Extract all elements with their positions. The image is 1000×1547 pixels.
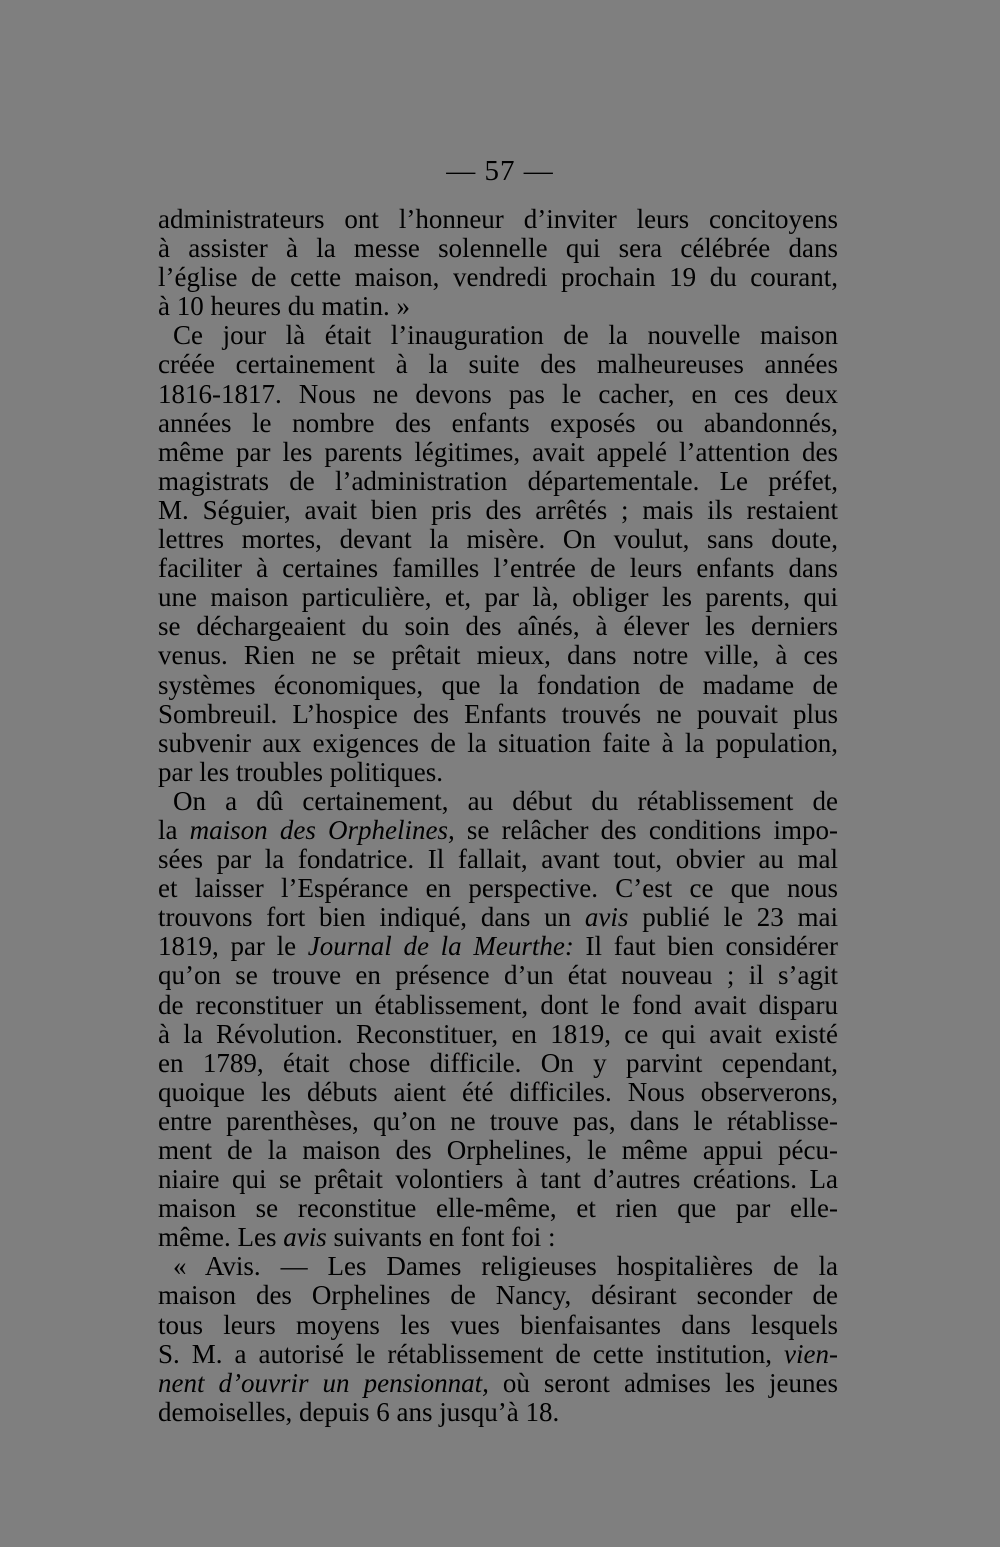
text-line: demoiselles, depuis 6 ans jusqu’à 18. — [158, 1396, 560, 1427]
paragraph-first-line: Ce jour là était l’inauguration de la nouvelle maison — [173, 320, 838, 351]
text-line: maison se reconstitue elle-même, et rien que par elle- — [158, 1193, 838, 1224]
text-line — [158, 932, 838, 961]
text-line: par les troubles politiques. — [158, 756, 443, 787]
text-line — [158, 1340, 838, 1369]
text-line: tous leurs moyens les vues bienfaisantes dans lesquels — [158, 1309, 838, 1340]
text-line: en 1789, était chose difficile. On y parvint cependant, — [158, 1047, 838, 1078]
text-line: maison des Orphelines de Nancy, désirant seconder de — [158, 1280, 838, 1311]
text-line: et laisser l’Espérance en perspective. C’est ce que nous — [158, 873, 838, 904]
text-line: se déchargeaient du soin des aînés, à élever les derniers — [158, 611, 838, 642]
text-line: ment de la maison des Orphelines, le même appui pécu- — [158, 1135, 838, 1165]
text-line: même par les parents légitimes, avait appelé l’attention des — [158, 436, 838, 467]
text-line: M. Séguier, avait bien pris des arrêtés ; mais ils restaient — [158, 494, 838, 525]
text-line: Sombreuil. L’hospice des Enfants trouvés ne pouvait plus — [158, 698, 838, 729]
text-segment: la — [158, 814, 190, 845]
text-line: lettres mortes, devant la misère. On voulut, sans doute, — [158, 524, 838, 555]
text-line: l’église de cette maison, vendredi prochain 19 du courant, — [158, 262, 838, 293]
body-text — [158, 205, 838, 1427]
text-line — [158, 816, 838, 845]
text-line: quoique les débuts aient été difficiles. Nous observerons, — [158, 1076, 838, 1107]
text-line: entre parenthèses, qu’on ne trouve pas, dans le rétablisse- — [158, 1105, 838, 1136]
text-segment: où seront admises les jeunes — [488, 1367, 838, 1398]
italic-text: Journal de la Meurthe: — [307, 931, 574, 962]
text-line: magistrats de l’administration départementale. Le préfet, — [158, 465, 838, 496]
text-line: niaire qui se prêtait volontiers à tant d’autres créations. La — [158, 1164, 838, 1195]
text-segment: Il faut bien considérer — [573, 931, 839, 962]
italic-text: avis — [584, 902, 629, 933]
text-line: de reconstituer un établissement, dont le fond avait disparu — [158, 989, 838, 1020]
text-line: administrateurs ont l’honneur d’inviter leurs concitoyens — [158, 204, 838, 234]
italic-text: vien- — [784, 1338, 838, 1369]
text-line: à 10 heures du matin. » — [158, 291, 410, 322]
text-segment: se relâcher des conditions impo- — [454, 814, 838, 845]
text-line: une maison particulière, et, par là, obliger les parents, qui — [158, 582, 838, 613]
text-line — [158, 1223, 838, 1252]
paragraph-first-line: « Avis. — Les Dames religieuses hospitalières de la — [173, 1251, 838, 1282]
text-segment: S. M. a autorisé le rétablissement de cette institution, — [158, 1338, 785, 1369]
text-line: à assister à la messe solennelle qui sera célébrée dans — [158, 233, 838, 264]
text-line: créée certainement à la suite des malheureuses années — [158, 349, 838, 380]
text-line: sées par la fondatrice. Il fallait, avant tout, obvier au mal — [158, 844, 838, 875]
text-line — [158, 903, 838, 932]
text-line: à la Révolution. Reconstituer, en 1819, ce qui avait existé — [158, 1018, 838, 1049]
text-line: subvenir aux exigences de la situation faite à la population, — [158, 727, 838, 758]
page-number: — 57 — — [446, 155, 554, 187]
paragraph-first-line: On a dû certainement, au début du rétablissement de — [173, 785, 838, 816]
text-line: faciliter à certaines familles l’entrée de leurs enfants dans — [158, 553, 838, 584]
text-segment: publié le 23 mai — [628, 902, 838, 933]
text-line: 1816-1817. Nous ne devons pas le cacher, en ces deux — [158, 378, 838, 409]
italic-text: maison des Orphelines, — [189, 814, 455, 845]
text-segment: même. Les — [158, 1222, 284, 1253]
text-line: qu’on se trouve en présence d’un état nouveau ; il s’agit — [158, 960, 838, 991]
text-line: venus. Rien ne se prêtait mieux, dans notre ville, à ces — [158, 640, 838, 671]
italic-text: avis — [283, 1222, 327, 1253]
text-line: systèmes économiques, que la fondation de madame de — [158, 669, 838, 700]
text-segment: 1819, par le — [158, 931, 308, 962]
text-segment: trouvons fort bien indiqué, dans un — [158, 902, 585, 933]
text-segment: suivants en font foi : — [326, 1222, 556, 1253]
text-line: années le nombre des enfants exposés ou abandonnés, — [158, 407, 838, 438]
text-line — [158, 1369, 838, 1398]
italic-text: nent d’ouvrir un pensionnat, — [158, 1367, 489, 1398]
